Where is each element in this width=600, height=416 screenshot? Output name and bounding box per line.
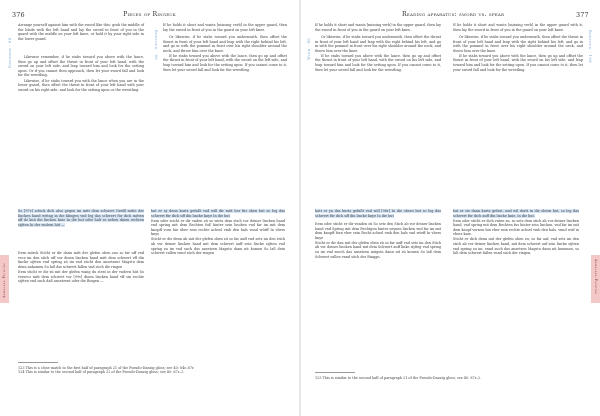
footnote: 124 This is similar to the second half of paragraph 22 of the Pseudo-Danzig gloss; see 40: 87r–2.	[18, 370, 185, 375]
paragraph	[151, 209, 285, 218]
paragraph: Sticht er dich denn mit der glefen oben zu, so far auf, vnd setz im den stich ab vor deiner lincken hand, mit dem schwert auf sein lincke sijtten vnd spring zu im, vnnd such das ansetzen Magstu dann nit kummen, so laß dein schwert fallen vnnd süch der ringen.	[453, 237, 579, 256]
running-title: Pieces of Ringeck	[123, 11, 176, 18]
paragraph: Likewise, if he stabs toward you with the lance when you are in the lower guard, then offset the thrust in front of your left hand with your sword on his right side, and look for the setting upon or the wrestling.	[18, 78, 144, 92]
footnote: 123 This is a close match to the first half of paragraph 21 of the Pseudo-Danzig gloss; see 40: 84r–87r.	[18, 366, 195, 370]
paragraph: Item oder sticht er dich vnten zu, so setz dem stich ab vor deiner lincken hand, vnd spring mit dem Rechten fus hinter sein lincken, vnd far im mit dem knopf vornen hin vber sein rechte achsel vmb den hals, vnnd wirf in vbers knie.	[453, 218, 579, 237]
left-col2-top	[163, 23, 287, 73]
left-col2-bottom	[151, 209, 285, 256]
footnote: 125 This is similar to the second half of paragraph 21 of the Pseudo-Danzig gloss; see 40: 87r–2.	[315, 376, 482, 380]
paragraph: Item oder sticht er dir vnden zü so wirtz dem stich vor deiner lincken hand vnd spring mit dem Rechten fuß hinter sein lincken vnd far im mit dem knopff vorn hin über sein rechte achsel vmb den hals vnnd würff In vbers knye	[151, 218, 285, 237]
footnote-rule	[18, 362, 58, 363]
right-page	[301, 0, 600, 416]
paragraph: Item mörck Sticht er dir dann mitt der glefen oben zuo so far uff vnd vecz im den stich uff vor dinen lincken hand mitt dem schwert vff din lincke sijtten vnd spring zü im vnd sücht den ansetzent Mugstu dem denn ankomen So laß din schwert fallen vnd süch die ringen	[18, 251, 144, 269]
manuscript-siglum-mid: Rostock · 90	[154, 30, 158, 61]
section-tab-label: Armoured Fighting	[2, 262, 6, 298]
highlighted-passage: hat er sie dann kurtz gefast, und wil dortt in die obern hut, so leg das schwert für dich auff din lincke knie, in die hut.	[453, 209, 579, 218]
paragraph: Sticht er dir denn ab mit der glefen oben zü so far auff vnd setz im den stich ab vor deiner lincken hand mit dem schwert auff sein lincke sijtten vnd spring zu im vnd such das ansetzen Magstu dann nit komen So laß dein schwert vallen vnnd süch der ringen	[151, 237, 285, 256]
paragraph: If he stabs toward you above with the lance, then go up and offset the thrust in front of your left hand, with the sword on the left side, and leap toward him and look for the setting upon. If you cannot come to it, then let your sword fall and look for the wrestling.	[163, 53, 287, 72]
paragraph: Arrange yourself against him with the sword like this: grab the middle of the blade with the left hand and lay the sword in front of you in the guard with the middle on your left knee, or hold it by your right side in the lower guard.	[18, 23, 144, 41]
page-number: 376	[12, 11, 25, 19]
right-col1-top	[315, 23, 441, 73]
footnote-rule	[315, 372, 355, 373]
left-page	[0, 0, 299, 416]
section-tab-label: Armoured Fighting	[594, 259, 598, 295]
left-col1-top	[18, 23, 144, 93]
paragraph: If he holds it short and wants [missing verb] in the upper guard, then lay the sword in front of you in the guard on your left knee.	[163, 23, 287, 32]
paragraph: Item sticht er dir zü mit der glefen wang du stest in der vndern hüt So versecz mitt dem schwert vor [99v] dinen lincken hand vff sin rechte sijtten vnd such daß ansetzent oder die Ringen —	[18, 269, 144, 284]
highlighted-passage: So [97v] schick dich also gegen im mitt dem schwert Greiff mitte der lincken hand wittag in die klingen vnd leg das schwert für dich mitten uff dz knü din lincken knie In die hut oder halt es neben dinen rechten sijtten In der vndern hüt —	[18, 209, 144, 227]
highlighted-passage: hat er sy denn kurtz gefaßt vnd will dir mitt her für oben hut so leg das schwert für dich uff din lincke knye In die hut	[151, 209, 285, 218]
manuscript-siglum-right: Rostock · 108	[588, 30, 592, 64]
paragraph: If he holds it short and wants [missing verb] in the upper guard, then lay the sword in front of you in the guard on your left knee.	[315, 23, 441, 32]
section-tab	[591, 255, 600, 303]
paragraph: If he stabs toward you above with the lance, then go up and offset the thrust in front of your left hand, with the sword on his left side, and leap toward him and look for the setting upon. If you cannot come to it, then let your sword fall and look for the wrestling.	[453, 53, 583, 72]
manuscript-siglum-left: Dresden · 68	[8, 37, 12, 68]
footnotes	[18, 366, 280, 375]
paragraph: Or likewise, if he stabs toward you underneath, then offset the thrust in front of your left hand and leap with the right behind his left, and go in with the pommel in front over his right shoulder around the neck, and throw him over the knee.	[453, 35, 583, 53]
manuscript-siglum-left: Wien · 40	[307, 37, 311, 60]
paragraph: If he stabs toward you above with the lance, then go up and offset the thrust in front of your left hand, with the sword on his left side, and leap toward him and look for the setting upon. If you cannot come to it, then let your sword fall and look for the wrestling.	[315, 53, 441, 72]
footnotes	[315, 376, 577, 380]
section-tab	[0, 255, 9, 303]
paragraph: Likewise remember, if he stabs toward you above with the lance, then go up and offset the thrust in front of your left hand, with the sword on your left side, and leap toward him and look for the setting upon. Or if you cannot then approach, then let your sword fall and look for the wrestling.	[18, 55, 144, 78]
paragraph: If he holds it short and wants [missing verb] in the upper guard with it, then lay the sword in front of you in the guard on your left knee.	[453, 23, 583, 32]
paragraph: Sticht er dir dan mit der glefen oben zü so far auff vnd setz im den Stich ab vor deiner lincken hand mit dem Schwert auff linke sijtteg vnd spring zu im vnd suech das ansetzen mügstu dann nit zü komen So laß dein Schwert vallen vnnd süch der Ringgn.	[315, 240, 441, 259]
left-col1-bottom	[18, 209, 144, 284]
right-col1-bottom	[315, 209, 441, 260]
paragraph	[18, 209, 144, 227]
running-title: Reading apparatus: sword vs. spear	[402, 11, 505, 18]
paragraph	[315, 209, 441, 218]
paragraph: Or likewise, if he stabs toward you underneath, then offset the thrust in front of your left hand and leap with the right behind his left, and go in with the pommel in front over his right shoulder around the neck, and throw him over the knee.	[315, 35, 441, 53]
page-number: 377	[576, 11, 589, 19]
right-col2-top	[453, 23, 583, 73]
paragraph	[453, 209, 579, 218]
highlighted-passage: hatt er yn das kurtz gefaßt vnd will [98r] In die obern hut so leg das schwert für dich uff din lincke knye In die hut	[315, 209, 441, 218]
paragraph: Item oder sticht er dir vnnden zü So setz den Stich ab vor deiner lincken hand vnd Spring mit dem Rechtgen hinter seynen lincken vnd far im mit dem knopff forn vber sein Recht achsel vmb den hals vnd würff In vbers knye	[315, 222, 441, 240]
right-col2-bottom	[453, 209, 579, 256]
paragraph: Or likewise, if he stabs toward you underneath, then offset the thrust in front of your left hand and leap with the right behind his left, and go in with the pommel in front over his right shoulder around the neck, and throw him over the knee.	[163, 35, 287, 53]
